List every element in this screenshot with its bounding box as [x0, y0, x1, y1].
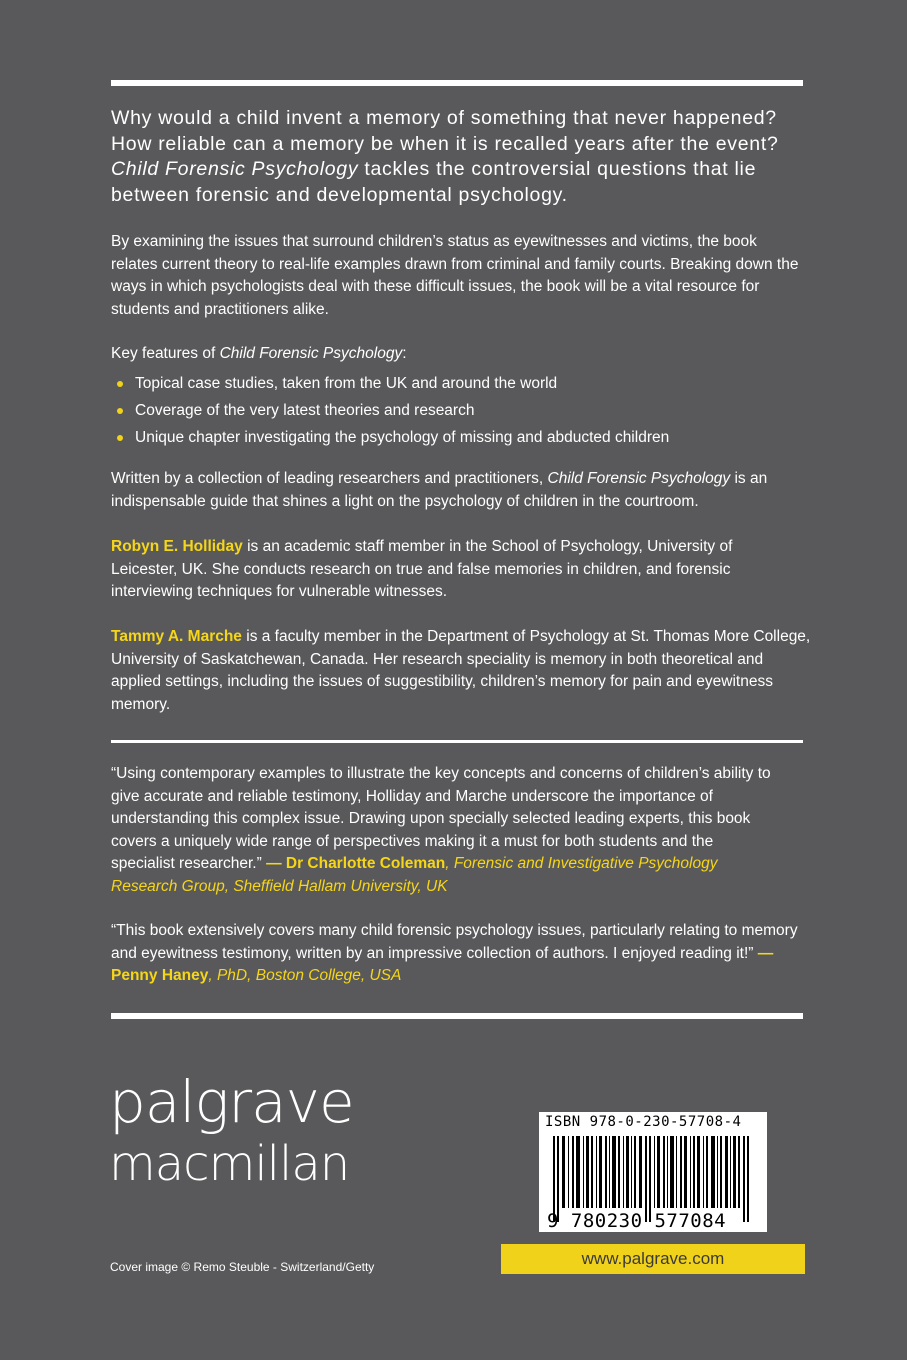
review-quote-coleman: “Using contemporary examples to illustrate the key concepts and concerns of children’s ability to give accurate and reliable testimony, Holliday and Marche underscore the importance of understanding this complex issue. Drawing upon specially selected leading experts, this book covers a uniquely wide range of perspectives making it a must for both students and the specialist researcher.” — Dr Charlotte Coleman, Forensic and Investigative Psychology Research Group, Sheffield Hallam University, UK [111, 765, 771, 895]
summary-paragraph: Written by a collection of leading researchers and practitioners, Child Forensic Psychology is an indispensable guide that shines a light on the psychology of children in the courtroom. [111, 470, 768, 510]
author-name: Robyn E. Holliday [111, 538, 243, 555]
isbn-label: ISBN 978-0-230-57708-4 [545, 1114, 742, 1130]
reviewer-affiliation: , PhD, Boston College, USA [208, 967, 402, 984]
bullet-icon [117, 435, 123, 441]
author-bio-holliday: Robyn E. Holliday is an academic staff member in the School of Psychology, University of Leicester, UK. She conducts research on true and false memories in children, and forensic interviewing techniques for vulnerable witnesses. [111, 538, 733, 600]
website-link[interactable]: www.palgrave.com [501, 1244, 805, 1274]
features-intro: Key features of Child Forensic Psychology: [111, 345, 407, 362]
bullet-icon [117, 408, 123, 414]
author-bio-marche: Tammy A. Marche is a faculty member in the Department of Psychology at St. Thomas More College, University of Saskatchewan, Canada. Her research speciality is memory in both theoretical and applied settings, including the issues of suggestibility, children’s memory for pain and eyewitness memory. [111, 628, 811, 713]
isbn-digits: 9 780230 577084 [547, 1210, 727, 1232]
divider-rule [111, 740, 803, 743]
isbn-barcode [539, 1112, 767, 1232]
list-item: Unique chapter investigating the psychology of missing and abducted children [111, 424, 811, 451]
bottom-rule [111, 1013, 803, 1019]
description-paragraph: By examining the issues that surround children’s status as eyewitnesses and victims, the book relates current theory to real-life examples drawn from criminal and family courts. Breaking down the ways in which psychologists deal with these difficult issues, the book will be a vital resource for students and practitioners alike. [111, 233, 799, 318]
bullet-icon [117, 381, 123, 387]
author-name: Tammy A. Marche [111, 628, 242, 645]
list-item: Topical case studies, taken from the UK and around the world [111, 370, 811, 397]
publisher-logo-palgrave: palgrave [109, 1068, 354, 1136]
lead-paragraph: Why would a child invent a memory of something that never happened? How reliable can a memory be when it is recalled years after the event? Child Forensic Psychology tackles the controversial questions that lie between forensic and developmental psychology. [111, 107, 779, 206]
list-item: Coverage of the very latest theories and research [111, 397, 811, 424]
cover-image-credit: Cover image © Remo Steuble - Switzerland/Getty [110, 1260, 375, 1274]
reviewer-name: — Dr Charlotte Coleman [266, 855, 446, 872]
publisher-logo-macmillan: macmillan [109, 1136, 350, 1192]
review-quote-haney: “This book extensively covers many child forensic psychology issues, particularly relating to memory and eyewitness testimony, written by an impressive collection of authors. I enjoyed reading it!” — Penny Haney, PhD, Boston College, USA [111, 922, 798, 984]
book-title: Child Forensic Psychology [111, 158, 359, 180]
reviewer-affiliation: , Forensic and Investigative Psychology Research Group, Sheffield Hallam University, UK [111, 855, 718, 895]
reviewer-name: — Penny Haney [111, 944, 774, 984]
top-rule [111, 80, 803, 86]
features-list [111, 370, 811, 451]
